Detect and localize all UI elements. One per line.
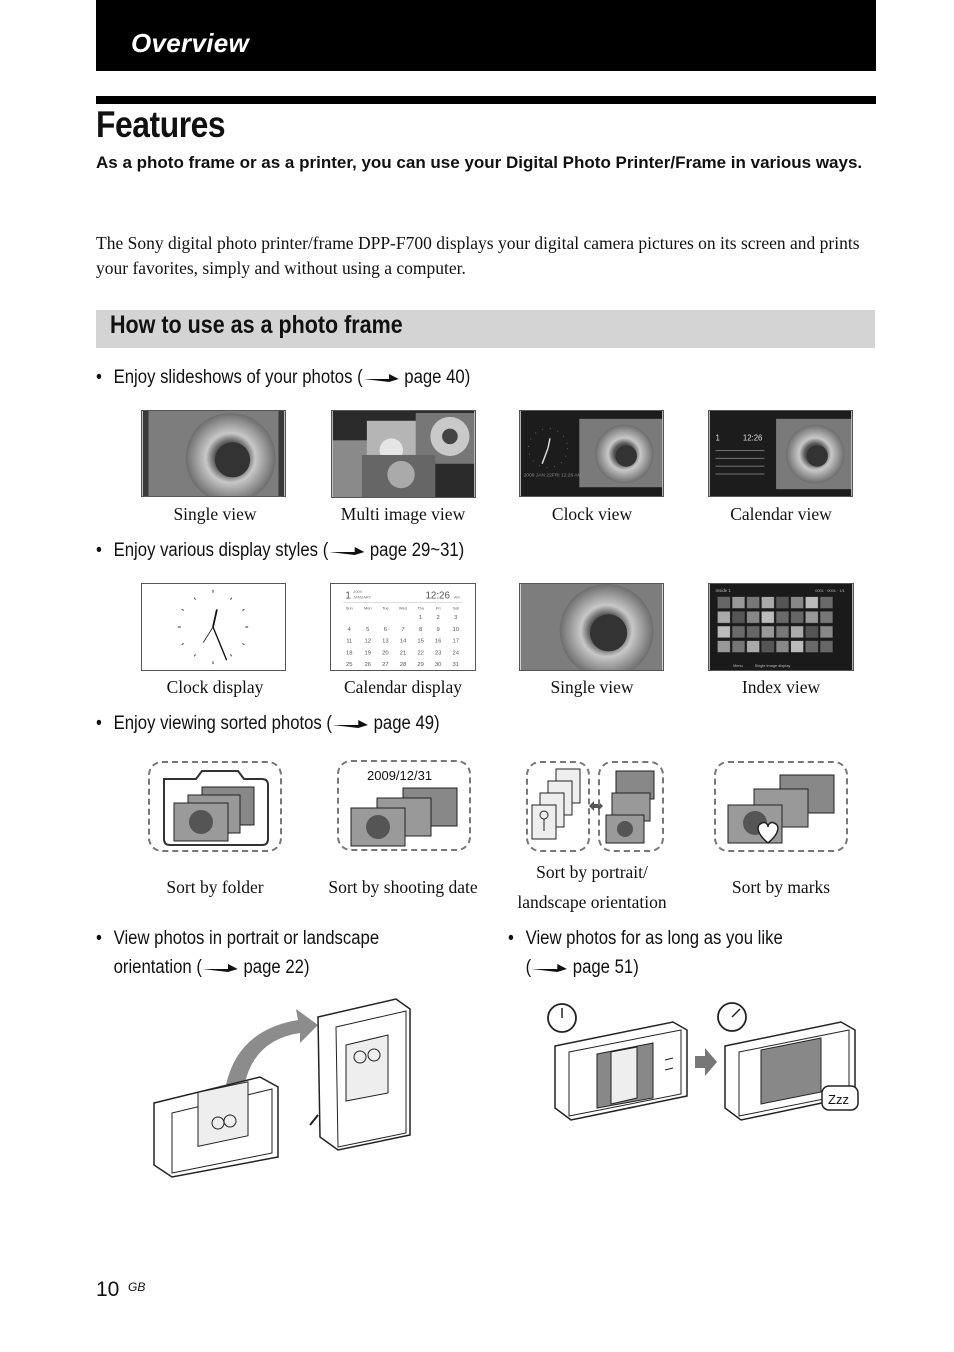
index-tile [791, 611, 804, 623]
cal-day: 8 [418, 626, 423, 633]
page-title: Features [96, 104, 226, 145]
cal-day: 29 [417, 662, 424, 669]
cal-weekday: Thu [417, 605, 424, 611]
portrait-frame [310, 999, 410, 1150]
orientation-illustration [148, 995, 418, 1180]
cal-weekday: Sat [452, 605, 459, 611]
index-tile [820, 597, 833, 609]
sort-landscape-box [598, 761, 664, 852]
page-ref: page 49) [368, 713, 440, 734]
page-ref-arrow-icon [332, 718, 369, 730]
cal-day: 24 [452, 650, 460, 657]
landscape-stack-icon [600, 763, 662, 850]
sort-marks-box [714, 761, 848, 852]
index-tile [820, 626, 833, 638]
cal-display-ampm: AM [453, 594, 460, 600]
cal-day: 11 [346, 638, 353, 645]
index-footer-single: Single image display [754, 663, 791, 669]
cal-day: 15 [417, 638, 424, 645]
cal-day: 19 [364, 650, 372, 657]
index-footer-menu: Menu [733, 663, 743, 669]
thumb-multi-image-view [331, 410, 476, 498]
cal-day: 12 [364, 638, 372, 645]
portrait-stack-icon [528, 763, 588, 850]
thumb-clock-view [519, 410, 664, 497]
bullet-text: Enjoy various display styles ( [113, 540, 329, 561]
index-tile [717, 626, 730, 638]
bullet-text-2: ( [525, 957, 532, 978]
bullet-text: Enjoy slideshows of your photos ( [113, 367, 363, 388]
caption-calendar-view: Calendar view [730, 504, 832, 524]
cal-day: 22 [417, 650, 424, 657]
caption-clock-display: Clock display [166, 677, 264, 697]
cal-weekday: Mon [364, 605, 372, 611]
sort-folder-box [148, 761, 282, 852]
index-tile [747, 641, 760, 653]
calendar-view-time: 12:26 [742, 433, 763, 443]
landscape-frame [154, 1077, 278, 1177]
cal-day: 17 [452, 638, 460, 645]
page-number: 10 [96, 1278, 120, 1301]
clock-view-footer: 2009 JAN 22FRI 12:26 AM [523, 473, 582, 479]
index-tile [776, 611, 789, 623]
folder-icon [150, 763, 280, 850]
cal-display-day: 1 [345, 590, 351, 602]
bullet-display-styles: • Enjoy various display styles ( page 29~31) [96, 540, 465, 561]
cal-day: 7 [401, 626, 405, 633]
clock-icon-2 [718, 1003, 746, 1031]
index-tile [747, 626, 760, 638]
cal-day: 16 [434, 638, 442, 645]
index-tile [732, 626, 745, 638]
cal-day: 3 [454, 615, 458, 622]
cal-day: 1 [418, 615, 423, 622]
cal-day: 6 [383, 626, 388, 633]
caption-single-view-2: Single view [550, 677, 634, 697]
bullet-orientation: • View photos in portrait or landscape orientation ( page 22) [96, 928, 380, 978]
caption-sort-marks: Sort by marks [731, 877, 831, 897]
index-tile [805, 597, 818, 609]
calendar-view-day: 1 [715, 433, 720, 443]
index-counter: 0001 · 0001 · 1/1 [815, 587, 845, 593]
rotate-arrow-icon [226, 1009, 318, 1087]
thumb-calendar-view [708, 410, 853, 497]
index-tile [761, 611, 774, 623]
page-suffix: GB [128, 1280, 146, 1294]
cal-weekday: Sun [345, 605, 353, 611]
index-header: Inside 1 [715, 587, 731, 593]
cal-weekday: Fri [435, 605, 441, 611]
index-tile [791, 597, 804, 609]
caption-index-view: Index view [741, 677, 821, 697]
index-tile [820, 611, 833, 623]
cal-day: 9 [436, 626, 440, 633]
index-tile [776, 641, 789, 653]
caption-sort-folder: Sort by folder [166, 877, 264, 897]
cal-day: 10 [452, 626, 460, 633]
index-tile [805, 611, 818, 623]
intro-paragraph: The Sony digital photo printer/frame DPP-F700 displays your digital camera pictures on its screen and prints your favorites, simply and without using a computer. [96, 233, 860, 278]
thumb-single-view-2 [519, 583, 664, 671]
thumb-clock-display [141, 583, 286, 671]
page-ref-arrow-icon [363, 372, 400, 384]
cal-day: 31 [452, 662, 460, 669]
cal-day: 5 [366, 626, 370, 633]
shooting-date: 2009/12/31 [367, 768, 433, 783]
bullet-text-2: orientation ( [113, 957, 202, 978]
duration-illustration [545, 1000, 865, 1130]
zzz-text: Zzz [828, 1092, 849, 1107]
cal-day: 30 [434, 662, 442, 669]
cal-day: 21 [399, 650, 407, 657]
thumb-calendar-display [330, 583, 476, 671]
bullet-slideshows: • Enjoy slideshows of your photos ( page 40) [96, 367, 471, 388]
cal-weekday: Tue [382, 605, 389, 611]
page-ref: page 40) [399, 367, 471, 388]
caption-clock-view: Clock view [551, 504, 633, 524]
page-ref-arrow-icon [328, 545, 365, 557]
thumb-index-view [708, 583, 854, 671]
next-arrow-icon [695, 1048, 717, 1076]
index-tile [717, 611, 730, 623]
bullet-text: View photos for as long as you like [525, 928, 783, 949]
cal-day: 20 [382, 650, 389, 657]
index-tile [776, 626, 789, 638]
cal-display-month: JANUARY [353, 594, 372, 600]
cal-weekday: Wed [399, 605, 407, 611]
active-frame [555, 1022, 687, 1120]
index-tile [791, 641, 804, 653]
page-ref: page 22) [238, 957, 310, 978]
index-tile [761, 626, 774, 638]
bullet-text: Enjoy viewing sorted photos ( [113, 713, 333, 734]
index-tile [805, 626, 818, 638]
cal-day: 26 [364, 662, 372, 669]
index-tile [776, 597, 789, 609]
page-ref: page 51) [568, 957, 639, 978]
page-ref-arrow-icon [531, 962, 568, 974]
cal-day: 23 [434, 650, 442, 657]
title-rule [96, 96, 876, 104]
index-tile [805, 641, 818, 653]
index-tile [717, 597, 730, 609]
index-tile [820, 641, 833, 653]
cal-display-year: 2009 [353, 588, 362, 594]
cal-day: 25 [345, 662, 353, 669]
index-tile [761, 641, 774, 653]
caption-calendar-display: Calendar display [343, 677, 463, 697]
cal-day: 13 [382, 638, 389, 645]
sort-date-box [337, 760, 471, 851]
index-tile [717, 641, 730, 653]
clock-icon [548, 1004, 576, 1032]
index-tile [761, 597, 774, 609]
bullet-sorted: • Enjoy viewing sorted photos ( page 49) [96, 713, 440, 734]
cal-day: 4 [347, 626, 351, 633]
cal-day: 27 [382, 662, 389, 669]
cal-day: 14 [399, 638, 407, 645]
bullet-long: • View photos for as long as you like ( page 51) [508, 928, 783, 978]
page-ref: page 29~31) [365, 540, 465, 561]
cal-day: 2 [436, 615, 440, 622]
index-tile [747, 597, 760, 609]
cal-display-time: 12:26 [425, 590, 450, 602]
zzz-bubble-icon [822, 1086, 858, 1110]
thumb-single-view [141, 410, 286, 497]
index-tile [732, 611, 745, 623]
marks-stack-icon [716, 763, 846, 850]
index-tile [732, 597, 745, 609]
bullet-text: View photos in portrait or landscape [113, 928, 380, 949]
sort-portrait-box [526, 761, 590, 852]
lead-paragraph: As a photo frame or as a printer, you can use your Digital Photo Printer/Frame in various ways. [96, 153, 863, 172]
caption-single-view: Single view [173, 504, 257, 524]
caption-sort-orientation-1: Sort by portrait/ [536, 862, 648, 882]
section-label: Overview [131, 28, 250, 58]
index-tile [732, 641, 745, 653]
caption-sort-date: Sort by shooting date [328, 877, 478, 897]
page-ref-arrow-icon [202, 962, 239, 974]
index-tile [747, 611, 760, 623]
caption-sort-orientation-2: landscape orientation [517, 892, 667, 912]
date-stack-icon [339, 762, 469, 849]
cal-day: 28 [399, 662, 407, 669]
caption-multi-image-view: Multi image view [340, 504, 466, 524]
cal-day: 18 [345, 650, 353, 657]
index-tile [791, 626, 804, 638]
section-heading: How to use as a photo frame [110, 311, 403, 339]
